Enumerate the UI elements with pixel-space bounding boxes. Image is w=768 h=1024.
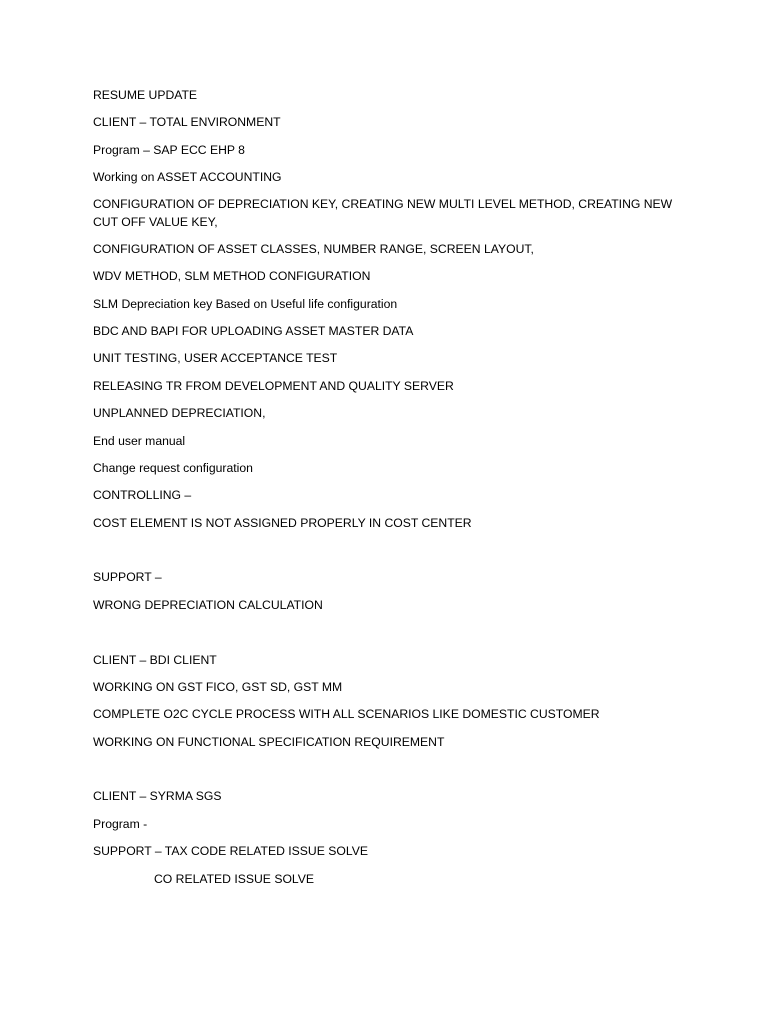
- text-line: UNIT TESTING, USER ACCEPTANCE TEST: [93, 351, 338, 365]
- client-total-environment: CLIENT – TOTAL ENVIRONMENT: [93, 115, 281, 129]
- support-line: SUPPORT – TAX CODE RELATED ISSUE SOLVE: [93, 844, 368, 858]
- text-line: SLM Depreciation key Based on Useful life configuration: [93, 297, 398, 311]
- text-line: WRONG DEPRECIATION CALCULATION: [93, 598, 323, 612]
- client-syrma-sgs: CLIENT – SYRMA SGS: [93, 789, 222, 803]
- text-line: RELEASING TR FROM DEVELOPMENT AND QUALITY SERVER: [93, 379, 454, 393]
- text-line: WDV METHOD, SLM METHOD CONFIGURATION: [93, 269, 371, 283]
- text-line: COMPLETE O2C CYCLE PROCESS WITH ALL SCENARIOS LIKE DOMESTIC CUSTOMER: [93, 707, 600, 721]
- text-line: Change request configuration: [93, 461, 253, 475]
- client-bdi: CLIENT – BDI CLIENT: [93, 653, 217, 667]
- text-line: CONFIGURATION OF DEPRECIATION KEY, CREATING NEW MULTI LEVEL METHOD, CREATING NEW CUT OFF VALUE KEY,: [93, 197, 673, 229]
- text-line: BDC AND BAPI FOR UPLOADING ASSET MASTER DATA: [93, 324, 414, 338]
- program-line: Program – SAP ECC EHP 8: [93, 143, 245, 157]
- working-on-line: Working on ASSET ACCOUNTING: [93, 170, 282, 184]
- section-heading-support: SUPPORT –: [93, 570, 162, 584]
- section-heading-controlling: CONTROLLING –: [93, 488, 192, 502]
- text-line: WORKING ON FUNCTIONAL SPECIFICATION REQUIREMENT: [93, 735, 445, 749]
- text-line: CONFIGURATION OF ASSET CLASSES, NUMBER RANGE, SCREEN LAYOUT,: [93, 242, 534, 256]
- document-title: RESUME UPDATE: [93, 88, 198, 102]
- indented-line: CO RELATED ISSUE SOLVE: [154, 872, 315, 886]
- text-line: UNPLANNED DEPRECIATION,: [93, 406, 266, 420]
- program-line: Program -: [93, 817, 148, 831]
- text-line: End user manual: [93, 434, 186, 448]
- text-line: WORKING ON GST FICO, GST SD, GST MM: [93, 680, 343, 694]
- text-line: COST ELEMENT IS NOT ASSIGNED PROPERLY IN COST CENTER: [93, 516, 472, 530]
